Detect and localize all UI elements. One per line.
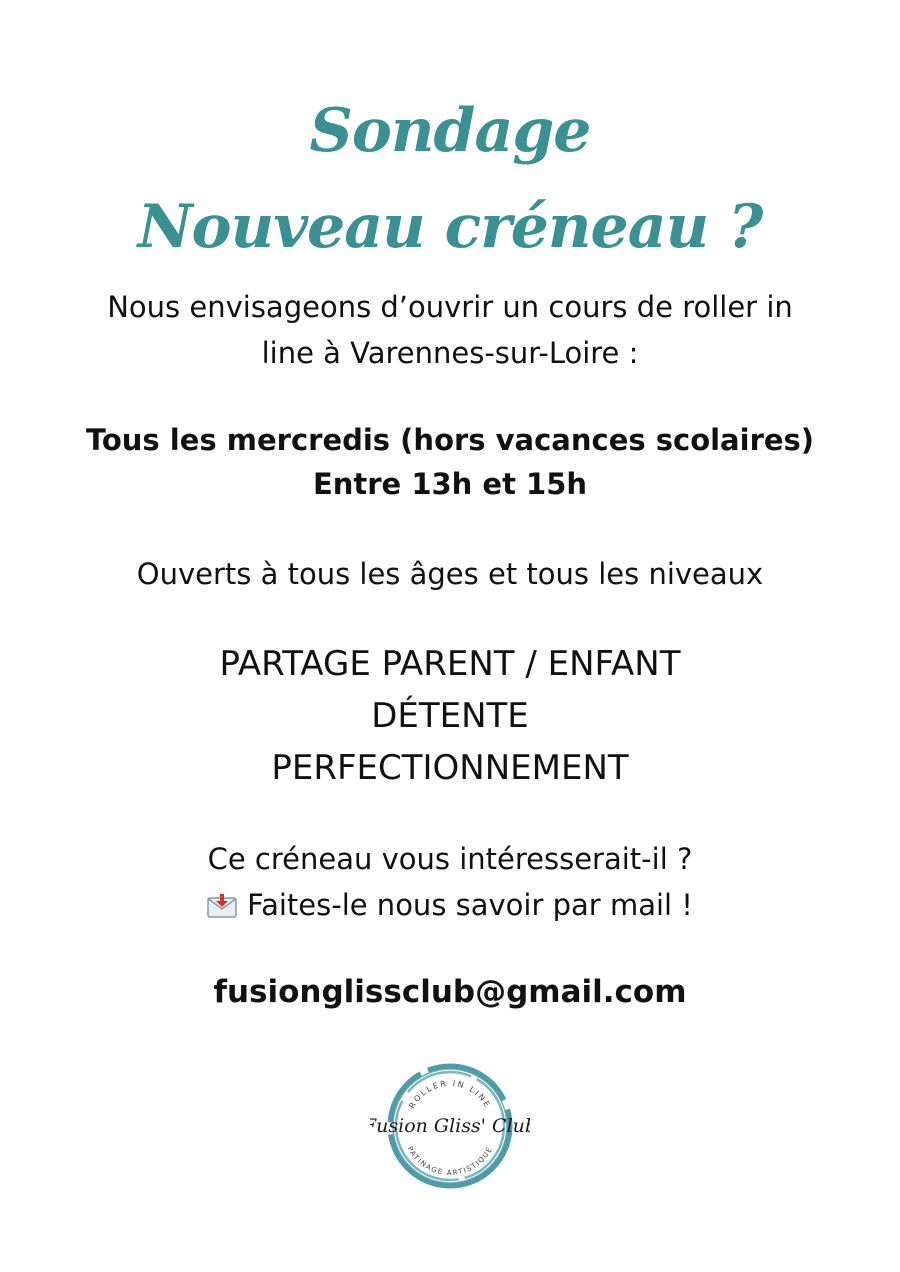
intro-line-2: line à Varennes-sur-Loire : [261,336,639,370]
schedule-day: Tous les mercredis (hors vacances scolaires) [85,423,815,457]
club-logo [370,1056,530,1196]
logo-ring-bottom: PATINAGE ARTISTIQUE [405,1145,495,1177]
schedule-block [0,418,900,506]
contact-email[interactable]: fusionglissclub@gmail.com [213,974,687,1010]
goal-item: PARTAGE PARENT / ENFANT [219,644,681,684]
goal-item: PERFECTIONNEMENT [271,748,629,788]
logo-ring-top: ROLLER IN LINE [407,1078,493,1111]
call-to-action-text: Faites-le nous savoir par mail ! [247,888,693,922]
svg-text:ROLLER IN LINE [408,1079,493,1110]
question-line: Ce créneau vous intéresserait-il ? [207,842,693,876]
call-to-action-line [0,882,900,928]
title-sondage: Sondage [309,96,591,166]
logo-wordmark: Fusion Gliss' Club [370,1115,530,1137]
goals-list [0,638,900,794]
intro-paragraph [0,284,900,376]
goal-item: DÉTENTE [371,696,529,736]
svg-text:PATINAGE ARTISTIQUE [406,1145,495,1177]
envelope-with-arrow-icon [207,885,237,909]
title-nouveau-creneau: Nouveau créneau ? [137,192,763,262]
intro-line-1: Nous envisageons d’ouvrir un cours de roller in [107,290,793,324]
question-block [0,836,900,928]
schedule-time: Entre 13h et 15h [312,467,588,501]
audience-text: Ouverts à tous les âges et tous les niveaux [136,557,764,591]
